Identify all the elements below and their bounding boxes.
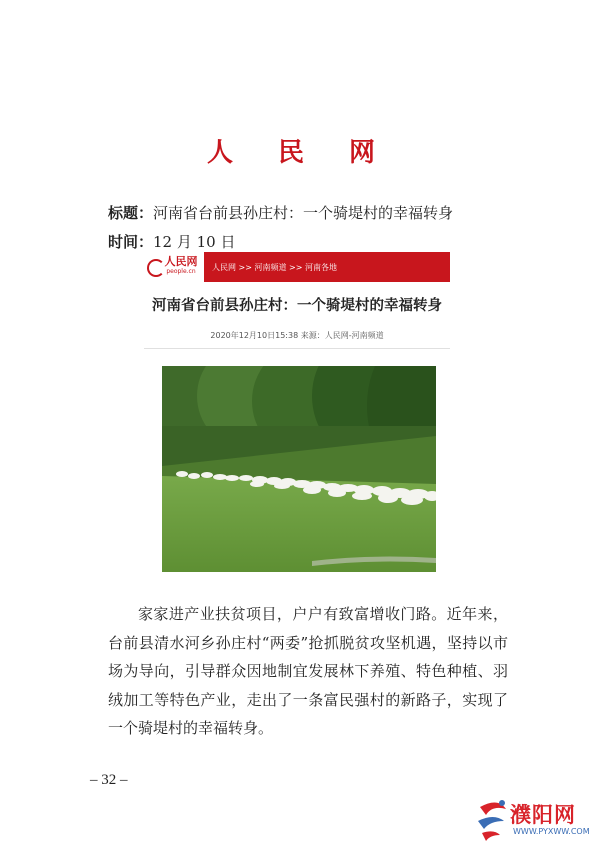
- title-value: 河南省台前县孙庄村：一个骑堤村的幸福转身: [153, 204, 454, 222]
- page-number: – 32 –: [90, 772, 128, 788]
- body-paragraph: 家家进产业扶贫项目，户户有致富增收门路。近年来，台前县清水河乡孙庄村“两委”抢抓脱贫攻坚机遇，坚持以市场为导向，引导群众因地制宜发展林下养殖、特色种植、羽绒加工等特色产业，走出了一条富民强村的新路子，实现了一个骑堤村的幸福转身。: [108, 605, 508, 737]
- logo-en: people.cn: [166, 268, 196, 275]
- breadcrumb[interactable]: 人民网 >> 河南频道 >> 河南各地: [212, 262, 337, 272]
- watermark: [470, 795, 600, 845]
- logo-cn: 人民网: [164, 255, 198, 268]
- time-label: 时间：: [108, 233, 154, 251]
- watermark-url: WWW.PYXWW.COM: [513, 827, 590, 836]
- people-logo-icon: [147, 259, 165, 277]
- article-screenshot: [144, 252, 450, 352]
- watermark-name: 濮阳网: [510, 803, 576, 827]
- page-heading: 人 民 网: [206, 138, 394, 168]
- title-row: [108, 202, 453, 223]
- people-logo: [144, 252, 204, 282]
- geese-field-image: [162, 366, 436, 572]
- title-label: 标题：: [108, 204, 154, 222]
- article-photo: [162, 366, 436, 572]
- article-headline: 河南省台前县孙庄村：一个骑堤村的幸福转身: [152, 298, 442, 314]
- article-info: 2020年12月10日15:38 来源：人民网-河南频道: [210, 331, 384, 340]
- time-value: 12 月 10 日: [153, 233, 236, 251]
- site-header-bar: [144, 252, 450, 282]
- time-row: [108, 231, 236, 252]
- pyxww-logo-icon: [472, 795, 512, 845]
- divider: [144, 348, 450, 349]
